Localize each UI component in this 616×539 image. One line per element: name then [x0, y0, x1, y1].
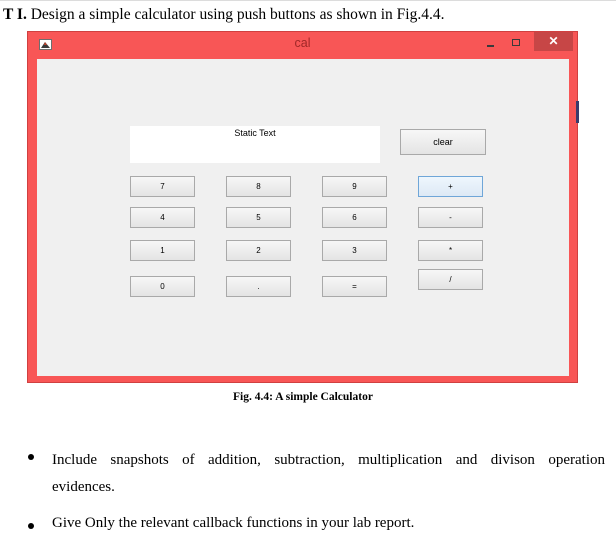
figure-client-area	[37, 59, 569, 376]
multiply-button[interactable]: *	[418, 240, 483, 261]
equals-button[interactable]: =	[322, 276, 387, 297]
close-button[interactable]	[534, 32, 573, 51]
maximize-icon	[512, 39, 520, 46]
button-5[interactable]: 5	[226, 207, 291, 228]
clear-button[interactable]: clear	[400, 129, 486, 155]
bullet-dot-icon	[28, 454, 34, 460]
top-rule	[0, 0, 616, 1]
display-static-text: Static Text	[130, 126, 380, 163]
close-icon: ✕	[548, 34, 559, 48]
bullet-text-line-2: evidences.	[52, 479, 115, 495]
task-text: Design a simple calculator using push buttons as shown in Fig.4.4.	[30, 6, 445, 23]
window-title: cal	[294, 36, 311, 50]
minimize-button[interactable]	[483, 35, 499, 51]
figure-caption	[0, 391, 616, 403]
button-4[interactable]: 4	[130, 207, 195, 228]
button-6[interactable]: 6	[322, 207, 387, 228]
decimal-point-button[interactable]: .	[226, 276, 291, 297]
button-1[interactable]: 1	[130, 240, 195, 261]
plus-button[interactable]: +	[418, 176, 483, 197]
minimize-icon	[487, 45, 494, 47]
figure-caption-text: Fig. 4.4: A simple Calculator	[233, 391, 373, 403]
button-8[interactable]: 8	[226, 176, 291, 197]
task-number: T I.	[3, 6, 27, 23]
window-edge-marker	[576, 101, 579, 123]
bullet-text	[52, 447, 605, 501]
button-0[interactable]: 0	[130, 276, 195, 297]
button-7[interactable]: 7	[130, 176, 195, 197]
button-2[interactable]: 2	[226, 240, 291, 261]
button-3[interactable]: 3	[322, 240, 387, 261]
bullet-text: Give Only the relevant callback functions in your lab report.	[52, 515, 415, 531]
divide-button[interactable]: /	[418, 269, 483, 290]
window-titlebar[interactable]	[28, 32, 577, 58]
maximize-button[interactable]	[509, 35, 525, 51]
minus-button[interactable]: -	[418, 207, 483, 228]
bullet-dot-icon	[28, 523, 34, 529]
task-heading	[3, 6, 444, 24]
bullet-text-line-1: Include snapshots of addition, subtraction, multiplication and divison operation	[52, 452, 605, 468]
calculator-window	[27, 31, 578, 383]
button-9[interactable]: 9	[322, 176, 387, 197]
